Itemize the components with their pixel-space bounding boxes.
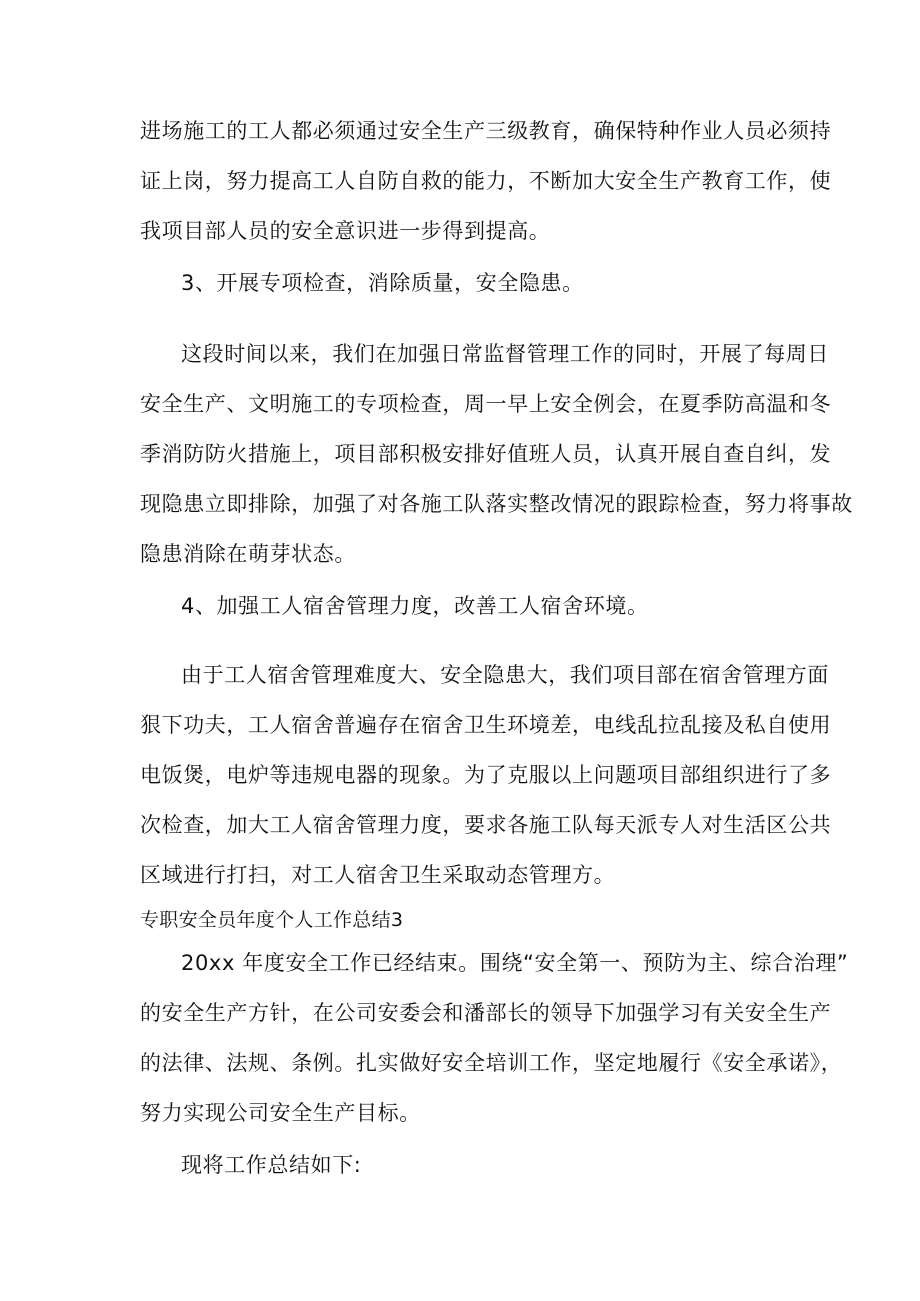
list-item-3: 3、开展专项检查，消除质量，安全隐患。 — [181, 271, 584, 295]
text-line: 狠下功夫，工人宿舍普遍存在宿舍卫生环境差，电线乱拉乱接及私自使用 — [140, 713, 832, 737]
text-line: 20xx 年度安全工作已经结束。围绕“安全第一、预防为主、综合治理” — [181, 951, 849, 975]
text-line: 季消防防火措施上，项目部积极安排好值班人员，认真开展自查自纠，发 — [140, 442, 832, 466]
text-line: 电饭煲，电炉等违规电器的现象。为了克服以上问题项目部组织进行了多 — [140, 763, 832, 787]
text-line: 进场施工的工人都必须通过安全生产三级教育，确保特种作业人员必须持 — [140, 119, 832, 143]
text-line: 我项目部人员的安全意识进一步得到提高。 — [140, 219, 551, 243]
text-line: 现隐患立即排除，加强了对各施工队落实整改情况的跟踪检查，努力将事故 — [140, 492, 853, 516]
text-line: 次检查，加大工人宿舍管理力度，要求各施工队每天派专人对生活区公共 — [140, 813, 832, 837]
text-line: 的安全生产方针，在公司安委会和潘部长的领导下加强学习有关安全生产 — [140, 1001, 832, 1025]
text-line: 安全生产、文明施工的专项检查，周一早上安全例会，在夏季防高温和冬 — [140, 392, 832, 416]
text-line: 区域进行打扫，对工人宿舍卫生采取动态管理方。 — [140, 863, 616, 887]
text-line: 的法律、法规、条例。扎实做好安全培训工作，坚定地履行《安全承诺》， — [140, 1051, 843, 1075]
text-line: 努力实现公司安全生产目标。 — [140, 1101, 421, 1125]
text-line: 隐患消除在萌芽状态。 — [140, 542, 356, 566]
text-line: 证上岗，努力提高工人自防自救的能力，不断加大安全生产教育工作，使 — [140, 169, 832, 193]
list-item-4: 4、加强工人宿舍管理力度，改善工人宿舍环境。 — [181, 594, 649, 618]
text-line: 这段时间以来，我们在加强日常监督管理工作的同时，开展了每周日 — [181, 342, 829, 366]
section-title: 专职安全员年度个人工作总结3 — [140, 909, 404, 931]
text-line: 由于工人宿舍管理难度大、安全隐患大，我们项目部在宿舍管理方面 — [181, 663, 829, 687]
closing-line: 现将工作总结如下: — [181, 1153, 362, 1177]
